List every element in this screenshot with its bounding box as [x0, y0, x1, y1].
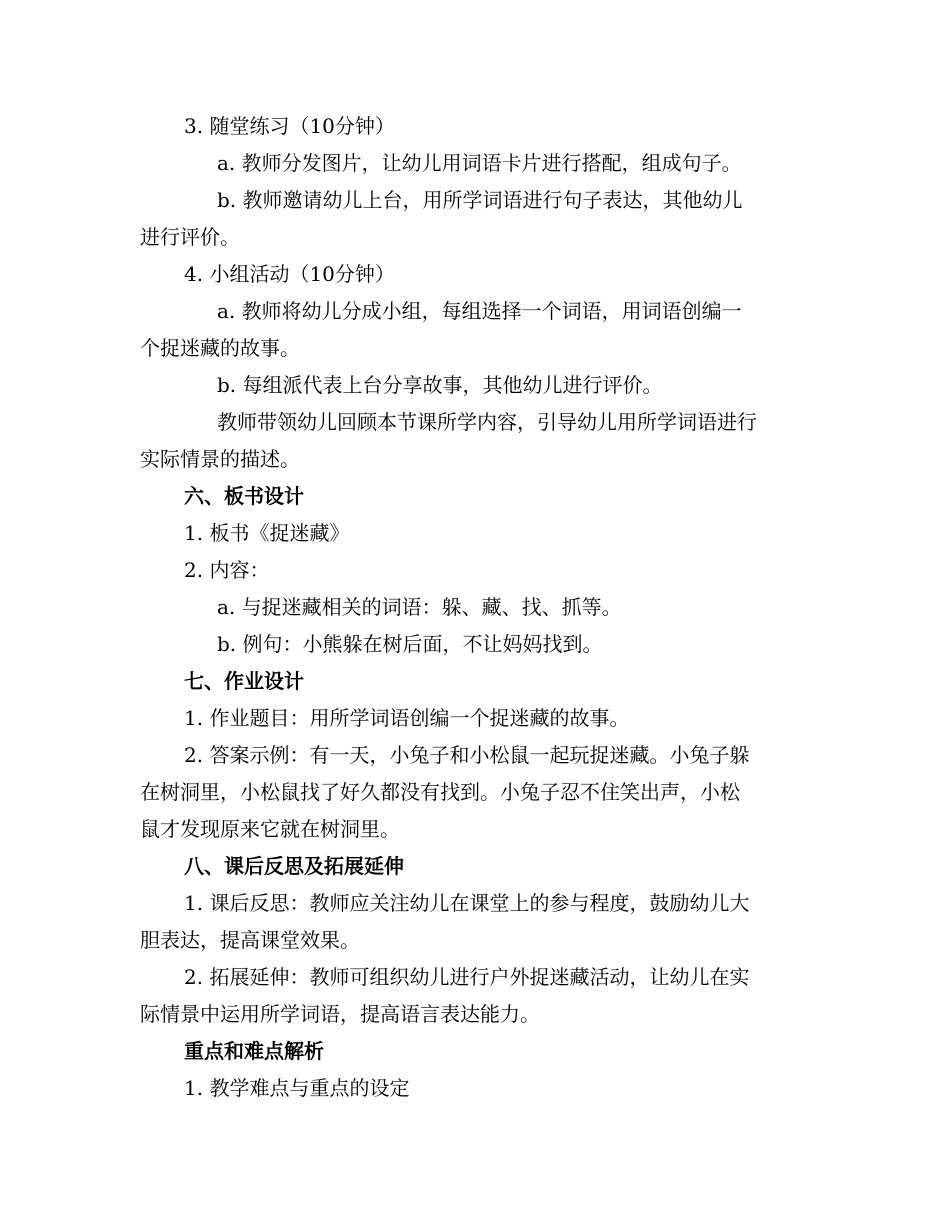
- section-heading-board-design: 六、板书设计: [184, 484, 304, 508]
- section-heading-homework-design: 七、作业设计: [184, 669, 304, 693]
- section-heading-key-points: 重点和难点解析: [184, 1039, 324, 1063]
- text-line-continuation: 个捉迷藏的故事。: [140, 336, 300, 360]
- sub-item-example-sentence: b. 例句：小熊躲在树后面，不让妈妈找到。: [217, 632, 603, 656]
- text-line-continuation: 际情景中运用所学词语，提高语言表达能力。: [140, 1002, 540, 1026]
- text-line-continuation: 进行评价。: [140, 225, 240, 249]
- text-line-continuation: 鼠才发现原来它就在树洞里。: [140, 817, 400, 841]
- list-item-homework-topic: 1. 作业题目：用所学词语创编一个捉迷藏的故事。: [184, 706, 630, 730]
- sub-item-related-words: a. 与捉迷藏相关的词语：躲、藏、找、抓等。: [217, 595, 622, 619]
- section-heading-reflection-extension: 八、课后反思及拓展延伸: [184, 854, 404, 878]
- text-line-continuation: 胆表达，提高课堂效果。: [140, 928, 360, 952]
- list-item-group-activity: 4. 小组活动（10分钟）: [184, 262, 395, 286]
- list-item-in-class-practice: 3. 随堂练习（10分钟）: [184, 114, 395, 138]
- sub-item-divide-groups: a. 教师将幼儿分成小组，每组选择一个词语，用词语创编一: [217, 299, 742, 323]
- list-item-extension: 2. 拓展延伸：教师可组织幼儿进行户外捉迷藏活动，让幼儿在实: [184, 965, 750, 989]
- list-item-answer-example: 2. 答案示例：有一天，小兔子和小松鼠一起玩捉迷藏。小兔子躲: [184, 743, 750, 767]
- sub-item-share-story: b. 每组派代表上台分享故事，其他幼儿进行评价。: [217, 373, 663, 397]
- text-line-continuation: 在树洞里，小松鼠找了好久都没有找到。小兔子忍不住笑出声，小松: [140, 780, 740, 804]
- sub-item-invite-to-stage: b. 教师邀请幼儿上台，用所学词语进行句子表达，其他幼儿: [217, 188, 743, 212]
- paragraph-review: 教师带领幼儿回顾本节课所学内容，引导幼儿用所学词语进行: [217, 410, 757, 434]
- sub-item-distribute-pictures: a. 教师分发图片，让幼儿用词语卡片进行搭配，组成句子。: [217, 151, 742, 175]
- list-item-key-difficult-points: 1. 教学难点与重点的设定: [184, 1076, 410, 1100]
- list-item-board-content: 2. 内容：: [184, 558, 270, 582]
- list-item-reflection: 1. 课后反思：教师应关注幼儿在课堂上的参与程度，鼓励幼儿大: [184, 891, 750, 915]
- list-item-board-title: 1. 板书《捉迷藏》: [184, 521, 350, 545]
- text-line-continuation: 实际情景的描述。: [140, 447, 300, 471]
